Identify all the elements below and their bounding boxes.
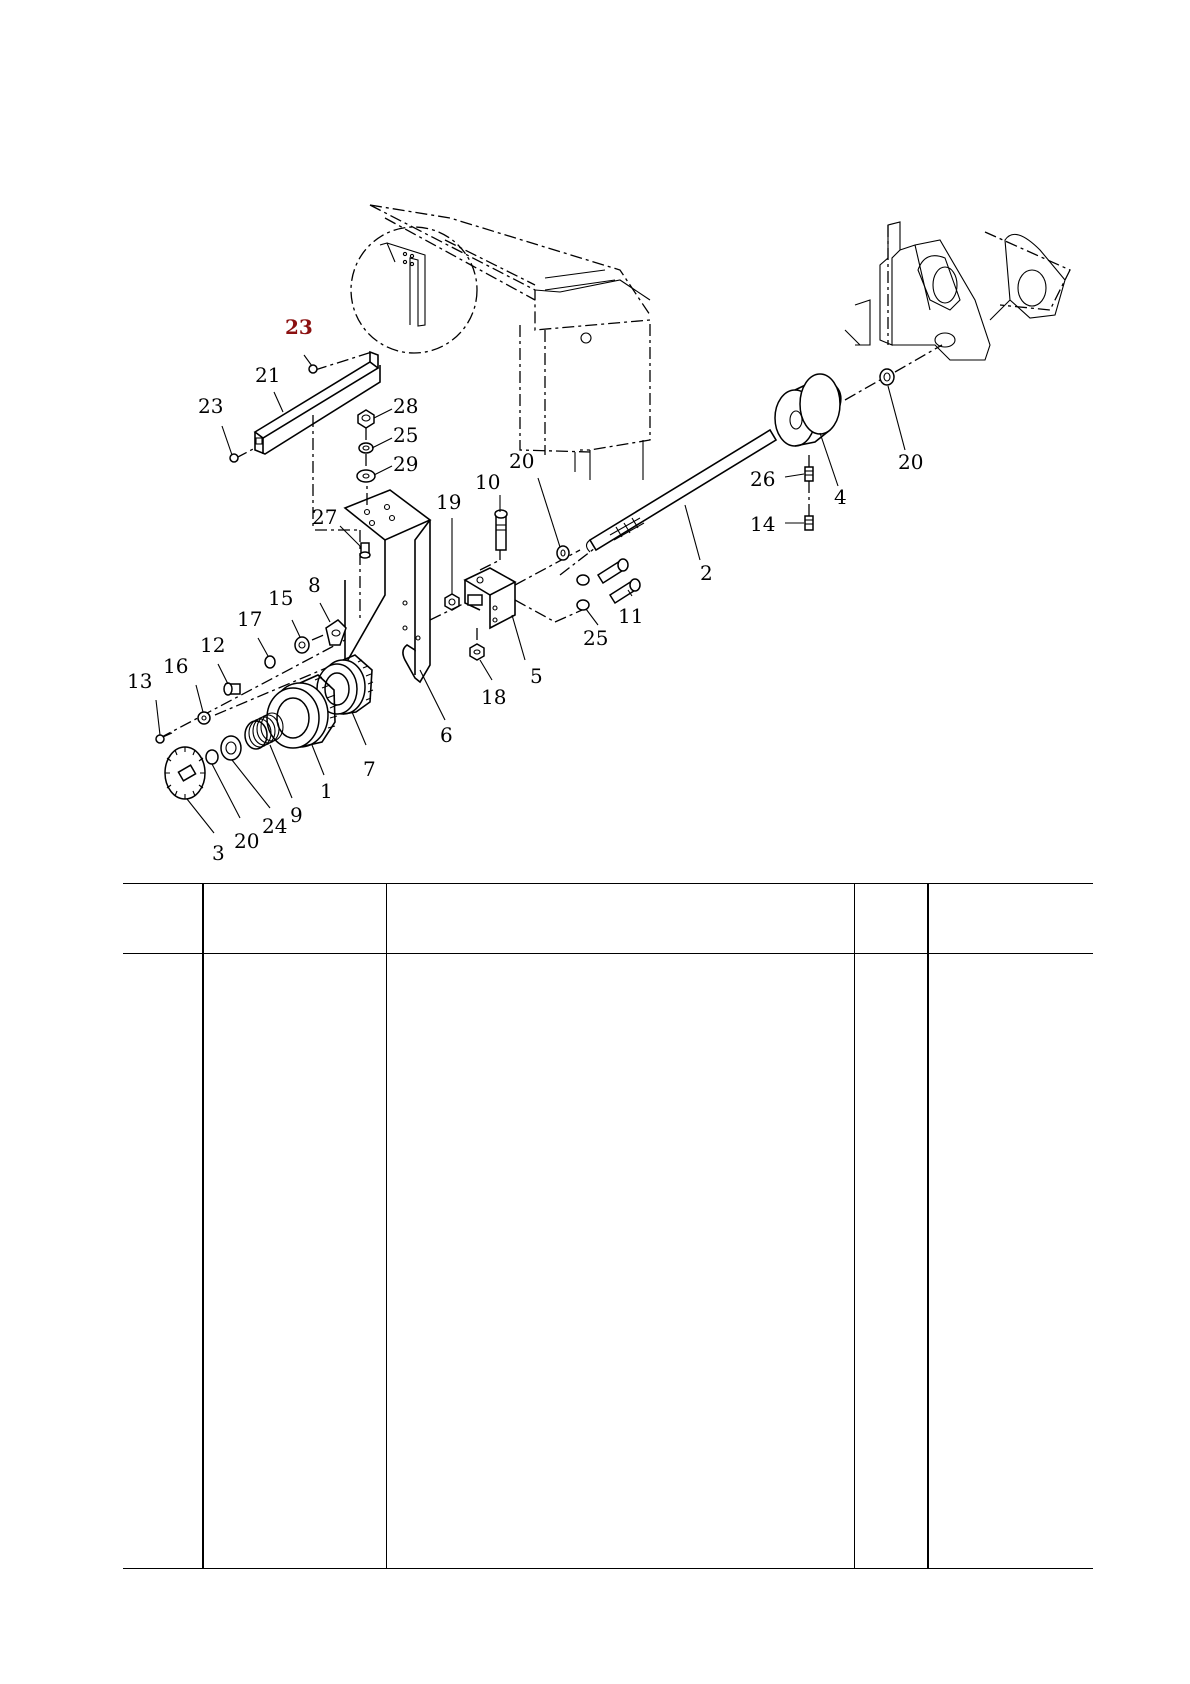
callout-13: 13 <box>127 669 153 693</box>
table-header-rule <box>123 953 1093 954</box>
washer-part-25-b <box>577 600 589 610</box>
callout-8: 8 <box>308 573 321 597</box>
nut-part-28 <box>358 410 374 428</box>
callout-3: 3 <box>212 841 225 865</box>
table-bottom-rule <box>123 1568 1093 1569</box>
callout-27: 27 <box>312 505 338 529</box>
screw-part-27 <box>360 543 370 558</box>
callout-11: 11 <box>618 604 644 628</box>
washer-part-29 <box>357 470 375 482</box>
callout-10: 10 <box>475 470 501 494</box>
callout-20-right: 20 <box>898 450 924 474</box>
washer-part-25-top <box>359 443 373 453</box>
washer-part-16 <box>198 712 210 724</box>
callout-4: 4 <box>834 485 847 509</box>
screw-part-13 <box>156 733 172 743</box>
table-top-rule <box>123 883 1093 884</box>
callout-26: 26 <box>750 467 776 491</box>
washer-part-24 <box>221 736 241 760</box>
callout-9: 9 <box>290 803 303 827</box>
washer-part-15 <box>295 637 309 653</box>
callout-20: 20 <box>509 449 535 473</box>
callout-14: 14 <box>750 512 776 536</box>
nut-part-18 <box>470 644 484 660</box>
callout-12: 12 <box>200 633 226 657</box>
callout-25: 25 <box>393 423 419 447</box>
callout-5: 5 <box>530 664 543 688</box>
callout-1: 1 <box>320 779 333 803</box>
washer-part-25-a <box>577 575 589 585</box>
set-screw-part-14 <box>805 516 813 530</box>
callout-7: 7 <box>363 757 376 781</box>
callout-28: 28 <box>393 394 419 418</box>
callout-18: 18 <box>481 685 507 709</box>
callout-19: 19 <box>436 490 462 514</box>
bolt-part-12 <box>224 683 240 695</box>
table-col-divider-3 <box>854 883 855 1568</box>
callout-24: 24 <box>262 814 288 838</box>
table-col-divider-4 <box>927 883 929 1568</box>
bracket-part-6 <box>315 470 430 682</box>
callout-17: 17 <box>237 607 263 631</box>
bolt-part-10 <box>495 510 507 550</box>
callout-29: 29 <box>393 452 419 476</box>
callout-2: 2 <box>700 561 713 585</box>
clip-part-20 <box>206 750 218 764</box>
washer-part-20-mid <box>557 546 569 560</box>
washer-part-17 <box>265 656 275 668</box>
callout-25-lower: 25 <box>583 626 609 650</box>
callout-23-highlight: 23 <box>285 315 313 339</box>
side-bracket <box>845 222 1070 360</box>
callout-15: 15 <box>268 586 294 610</box>
table-col-divider-1 <box>202 883 204 1568</box>
table-col-divider-2 <box>386 883 387 1568</box>
callout-16: 16 <box>163 654 189 678</box>
callout-20-lower: 20 <box>234 829 260 853</box>
callout-6: 6 <box>440 723 453 747</box>
dial-part-3 <box>165 747 205 799</box>
bolt-part-11 <box>598 559 640 603</box>
set-screw-part-26 <box>805 467 813 481</box>
callout-21: 21 <box>255 363 281 387</box>
callout-23: 23 <box>198 394 224 418</box>
shaft-assembly <box>560 345 942 575</box>
roller-part-4 <box>775 374 841 446</box>
